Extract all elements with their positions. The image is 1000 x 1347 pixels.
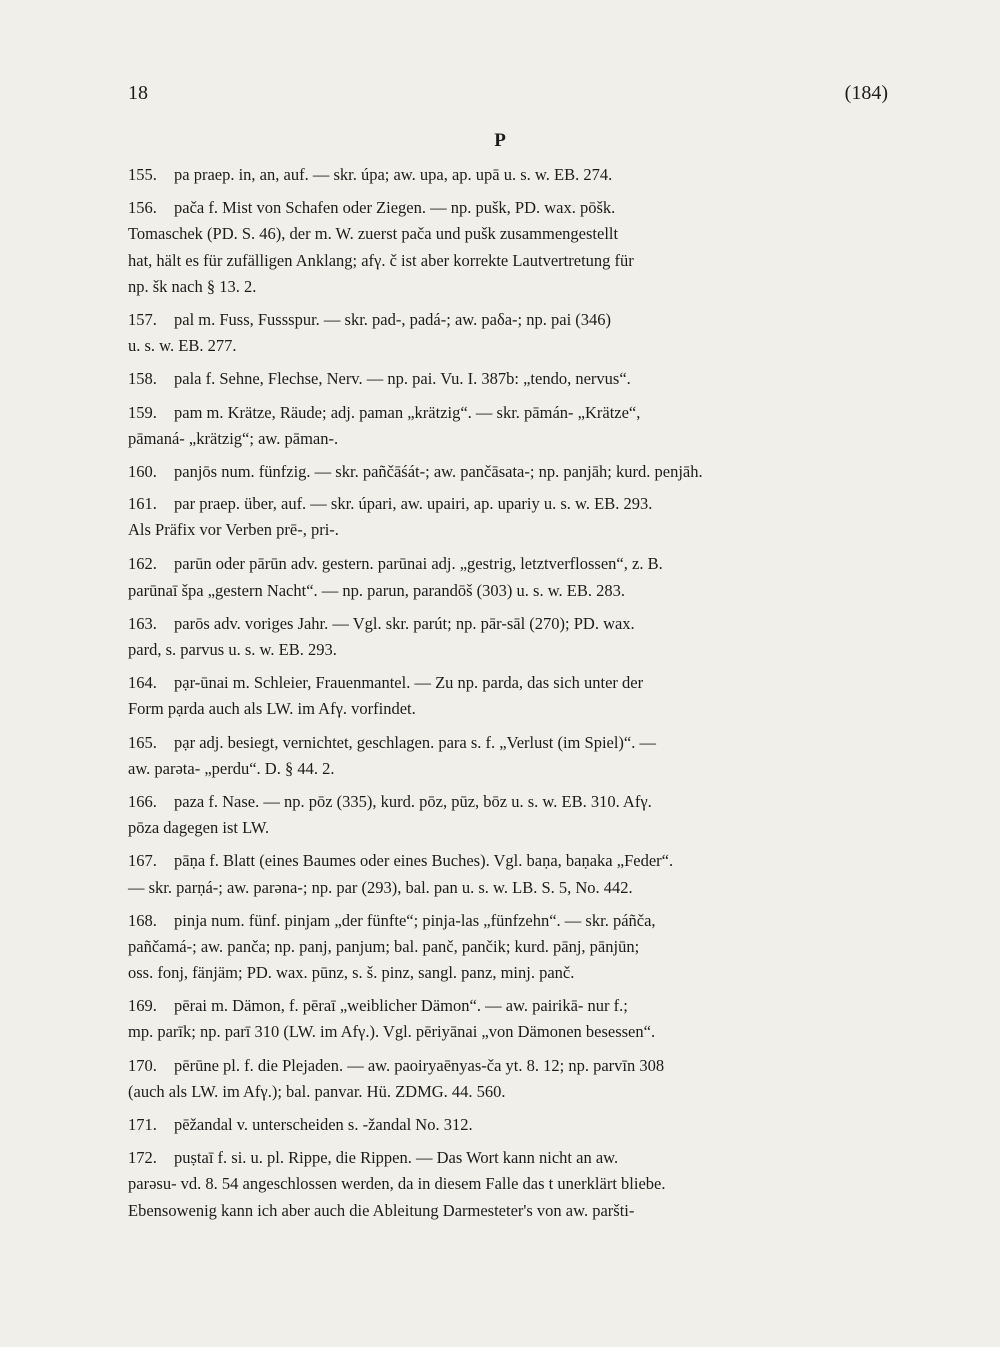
entry-line: pañčamá-; aw. panča; np. panj, panjum; bal. panč, pančik; kurd. pānj, pānjūn; [128,936,640,956]
entry-line: Als Präfix vor Verben prē-, pri-. [128,520,339,540]
entry-line: par praep. über, auf. — skr. úpari, aw. upairi, ap. upariy u. s. w. EB. 293. [174,494,653,514]
entry-line: Ebensowenig kann ich aber auch die Ableitung Darmesteter's von aw. paršti- [128,1200,635,1220]
entry-line: pard, s. parvus u. s. w. EB. 293. [128,640,337,659]
entry-number: 169. [128,996,157,1016]
entry-163 [128,611,890,663]
entry-168 [128,908,890,987]
entry-159 [128,400,890,452]
entry-number: 167. [128,851,157,871]
entry-line: pērūne pl. f. die Plejaden. — aw. paoiryaēnyas-ča yt. 8. 12; np. parvīn 308 [174,1055,665,1075]
entry-158 [128,366,890,392]
entry-line: pạr adj. besiegt, vernichtet, geschlagen. para s. f. „Verlust (im Spiel)“. — [174,732,657,752]
entry-number: 162. [128,554,157,574]
entry-line: parūnaī špa „gestern Nacht“. — np. parun, parandōš (303) u. s. w. EB. 283. [128,580,626,600]
entry-line: Tomaschek (PD. S. 46), der m. W. zuerst pača und pušk zusammengestellt [128,224,619,244]
entry-165 [128,730,890,782]
entry-number: 160. [128,461,157,481]
entry-155 [128,162,890,188]
entry-line: pāṇa f. Blatt (eines Baumes oder eines Buches). Vgl. baṇa, baṇaka „Feder“. [174,851,674,871]
entry-number: 170. [128,1055,157,1075]
entry-line: pāmaná- „krätzig“; aw. pāman-. [128,428,339,448]
entry-169 [128,993,890,1045]
entry-160 [128,459,890,485]
entry-172 [128,1145,890,1224]
entry-line: pal m. Fuss, Fussspur. — skr. pad-, padá-; aw. paδa-; np. pai (346) [174,309,612,329]
entry-number: 168. [128,910,157,930]
entry-number: 158. [128,369,157,389]
entry-line: Form pạrda auch als LW. im Afγ. vorfindet. [128,699,416,719]
entry-line: parūn oder pārūn adv. gestern. parūnai adj. „gestrig, letztverflossen“, z. B. [174,554,663,574]
entry-164 [128,670,890,722]
entry-line: puṣtaī f. si. u. pl. Rippe, die Rippen. — Das Wort kann nicht an aw. [174,1148,619,1168]
entry-157 [128,307,890,359]
entry-line: paza f. Nase. — np. pōz (335), kurd. pōz, pūz, bōz u. s. w. EB. 310. Afγ. [174,791,652,811]
entry-171 [128,1112,890,1138]
entry-number: 155. [128,165,157,184]
entry-156 [128,195,890,300]
entry-number: 171. [128,1115,157,1134]
entry-line: (auch als LW. im Afγ.); bal. panvar. Hü. ZDMG. 44. 560. [128,1081,506,1101]
entry-line: pēžandal v. unterscheiden s. -žandal No. 312. [174,1115,473,1134]
entry-list [128,162,890,1224]
entry-number: 165. [128,732,157,752]
entry-line: pōza dagegen ist LW. [128,818,270,838]
entry-167 [128,848,890,900]
page-number: 18 [128,82,148,104]
entry-line: oss. fonj, fänjäm; PD. wax. pūnz, s. š. pinz, sangl. panz, minj. panč. [128,963,575,983]
entry-number: 157. [128,309,157,329]
entry-170 [128,1053,890,1105]
entry-line: pinja num. fünf. pinjam „der fünfte“; pinja-las „fünfzehn“. — skr. páñča, [174,910,656,930]
entry-line: mp. parīk; np. parī 310 (LW. im Afγ.). Vgl. pēriyānai „von Dämonen besessen“. [128,1022,656,1042]
entry-line: — skr. parṇá-; aw. parəna-; np. par (293), bal. pan u. s. w. LB. S. 5, No. 442. [128,877,633,897]
entry-line: parōs adv. voriges Jahr. — Vgl. skr. parút; np. pār-sāl (270); PD. wax. [174,613,635,633]
entry-line: hat, hält es für zufälligen Anklang; afγ. č ist aber korrekte Lautvertretung für [128,250,634,270]
entry-line: pala f. Sehne, Flechse, Nerv. — np. pai. Vu. I. 387b: „tendo, nervus“. [174,369,631,389]
entry-162 [128,551,890,603]
entry-line: pam m. Krätze, Räude; adj. paman „krätzig“. — skr. pāmán- „Krätze“, [174,402,641,422]
entry-number: 156. [128,198,157,218]
entry-line: np. šk nach § 13. 2. [128,276,257,296]
entry-161 [128,491,890,543]
entry-line: panjōs num. fünfzig. — skr. pañčāśát-; aw. pančāsata-; np. panjāh; kurd. penjāh. [174,461,703,481]
entry-line: parəsu- vd. 8. 54 angeschlossen werden, da in diesem Falle das t unerklärt bliebe. [128,1174,666,1194]
entry-line: aw. parəta- „perdu“. D. § 44. 2. [128,758,335,778]
entry-number: 159. [128,402,157,422]
entry-number: 172. [128,1148,157,1168]
entry-number: 166. [128,791,157,811]
entry-number: 163. [128,613,157,633]
entry-number: 161. [128,494,157,514]
entry-line: pērai m. Dämon, f. pēraī „weiblicher Dämon“. — aw. pairikā- nur f.; [174,996,628,1016]
entry-number: 164. [128,673,157,693]
entry-166 [128,789,890,841]
entry-line: pạr-ūnai m. Schleier, Frauenmantel. — Zu np. parda, das sich unter der [174,673,644,693]
alt-page-number: (184) [844,82,888,104]
entry-line: u. s. w. EB. 277. [128,336,237,356]
section-letter: P [494,130,506,151]
entry-line: pača f. Mist von Schafen oder Ziegen. — np. pušk, PD. wax. pōšk. [174,198,616,218]
entry-line: pa praep. in, an, auf. — skr. úpa; aw. upa, ap. upā u. s. w. EB. 274. [174,165,613,184]
